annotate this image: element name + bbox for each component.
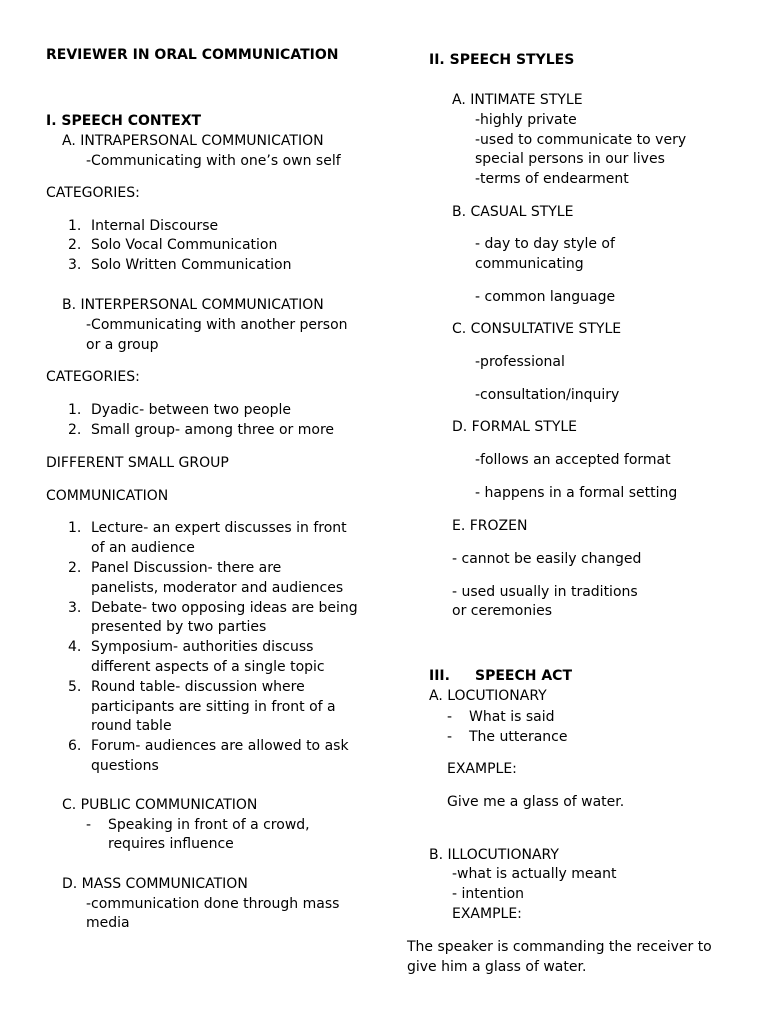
list-number: 6. <box>68 738 82 754</box>
interpersonal-description: -Communicating with another person <box>86 317 348 333</box>
categories-label: CATEGORIES: <box>46 369 140 385</box>
intrapersonal-heading: A. INTRAPERSONAL COMMUNICATION <box>62 133 324 149</box>
list-dash: - <box>86 817 92 833</box>
list-number: 1. <box>68 402 82 418</box>
list-item: panelists, moderator and audiences <box>91 580 344 596</box>
list-number: 2. <box>68 560 82 576</box>
list-item: What is said <box>469 709 555 725</box>
example-label: EXAMPLE: <box>447 761 517 777</box>
intimate-style-heading: A. INTIMATE STYLE <box>452 92 583 108</box>
style-description: -professional <box>475 354 565 370</box>
style-description: -terms of endearment <box>475 171 629 187</box>
style-description: - cannot be easily changed <box>452 551 642 567</box>
interpersonal-heading: B. INTERPERSONAL COMMUNICATION <box>62 297 324 313</box>
categories-label: CATEGORIES: <box>46 185 140 201</box>
list-item: requires influence <box>108 836 234 852</box>
style-description: -highly private <box>475 112 577 128</box>
small-group-heading: COMMUNICATION <box>46 488 169 504</box>
style-description: special persons in our lives <box>475 151 665 167</box>
list-item: Forum- audiences are allowed to ask <box>91 738 349 754</box>
style-description: -follows an accepted format <box>475 452 671 468</box>
example-label: EXAMPLE: <box>452 906 522 922</box>
list-item: Small group- among three or more <box>91 422 335 438</box>
list-item: different aspects of a single topic <box>91 659 325 675</box>
style-description: - day to day style of <box>475 236 615 252</box>
list-item: Lecture- an expert discusses in front <box>91 520 347 536</box>
list-number: 3. <box>68 257 82 273</box>
list-item: Symposium- authorities discuss <box>91 639 314 655</box>
consultative-style-heading: C. CONSULTATIVE STYLE <box>452 321 622 337</box>
public-communication-heading: C. PUBLIC COMMUNICATION <box>62 797 258 813</box>
locutionary-heading: A. LOCUTIONARY <box>429 688 547 704</box>
intrapersonal-description: -Communicating with one’s own self <box>86 153 341 169</box>
list-item: Panel Discussion- there are <box>91 560 282 576</box>
style-description: - happens in a formal setting <box>475 485 678 501</box>
list-item: Solo Written Communication <box>91 257 292 273</box>
illocutionary-description: - intention <box>452 886 525 902</box>
list-number: 5. <box>68 679 82 695</box>
list-item: Solo Vocal Communication <box>91 237 278 253</box>
casual-style-heading: B. CASUAL STYLE <box>452 204 574 220</box>
list-item: Speaking in front of a crowd, <box>108 817 310 833</box>
section-speech-act-heading: SPEECH ACT <box>475 668 572 684</box>
list-number: 1. <box>68 520 82 536</box>
example-text: give him a glass of water. <box>407 959 587 975</box>
section-speech-context-heading: I. SPEECH CONTEXT <box>46 113 202 129</box>
list-item: The utterance <box>469 729 568 745</box>
list-item: Round table- discussion where <box>91 679 305 695</box>
list-item: of an audience <box>91 540 195 556</box>
small-group-heading: DIFFERENT SMALL GROUP <box>46 455 229 471</box>
formal-style-heading: D. FORMAL STYLE <box>452 419 578 435</box>
style-description: -used to communicate to very <box>475 132 687 148</box>
style-description: -consultation/inquiry <box>475 387 620 403</box>
list-dash: - <box>447 729 453 745</box>
document-title: REVIEWER IN ORAL COMMUNICATION <box>46 47 339 63</box>
list-number: 1. <box>68 218 82 234</box>
interpersonal-description: or a group <box>86 337 159 353</box>
list-item: participants are sitting in front of a <box>91 699 336 715</box>
illocutionary-description: -what is actually meant <box>452 866 617 882</box>
example-text: The speaker is commanding the receiver to <box>407 939 712 955</box>
list-item: Debate- two opposing ideas are being <box>91 600 358 616</box>
list-dash: - <box>447 709 453 725</box>
list-item: Internal Discourse <box>91 218 219 234</box>
style-description: - used usually in traditions <box>452 584 638 600</box>
style-description: - common language <box>475 289 616 305</box>
section-number: III. <box>429 668 450 684</box>
frozen-style-heading: E. FROZEN <box>452 518 528 534</box>
illocutionary-heading: B. ILLOCUTIONARY <box>429 847 559 863</box>
list-number: 2. <box>68 422 82 438</box>
mass-communication-description: media <box>86 915 130 931</box>
section-speech-styles-heading: II. SPEECH STYLES <box>429 52 575 68</box>
mass-communication-heading: D. MASS COMMUNICATION <box>62 876 248 892</box>
list-item: Dyadic- between two people <box>91 402 292 418</box>
example-text: Give me a glass of water. <box>447 794 625 810</box>
list-number: 3. <box>68 600 82 616</box>
list-item: presented by two parties <box>91 619 267 635</box>
list-item: questions <box>91 758 159 774</box>
list-item: round table <box>91 718 172 734</box>
list-number: 4. <box>68 639 82 655</box>
style-description: communicating <box>475 256 584 272</box>
mass-communication-description: -communication done through mass <box>86 896 340 912</box>
list-number: 2. <box>68 237 82 253</box>
style-description: or ceremonies <box>452 603 553 619</box>
